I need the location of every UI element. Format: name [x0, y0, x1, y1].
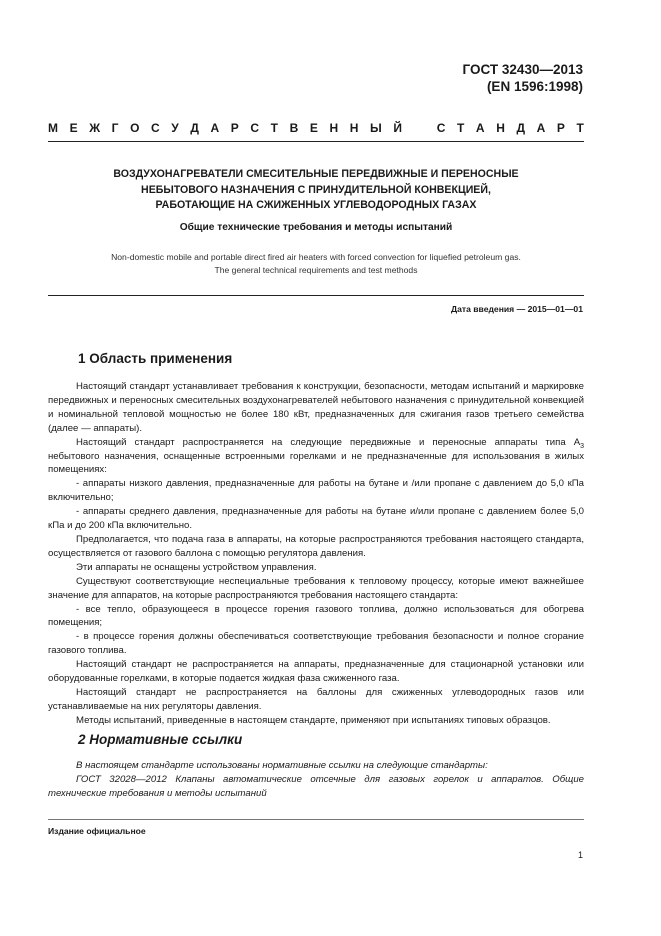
introduction-date: Дата введения — 2015—01—01 [450, 304, 583, 314]
banner-letter: Е [69, 121, 78, 135]
banner-letter: М [48, 121, 58, 135]
list-item: - в процессе горения должны обеспечиваться соответствующие требования безопасности и полное сгорание газового топлива. [48, 631, 584, 657]
banner-letter: Р [556, 121, 565, 135]
paragraph: Предполагается, что подача газа в аппараты, на которые распространяются требования настоящего стандарта, осуществляется от газового баллона с помощью регулятора давления. [48, 533, 584, 559]
paragraph: Эти аппараты не оснащены устройством управления. [76, 561, 317, 573]
page-number: 1 [577, 850, 583, 860]
banner-letter: Т [576, 121, 584, 135]
title-line-3: РАБОТАЮЩИЕ НА СЖИЖЕННЫХ УГЛЕВОДОРОДНЫХ ГАЗАХ [155, 199, 477, 211]
paragraph: Настоящий стандарт распространяется на следующие передвижные и переносные аппараты типа $А_3$ небытового назначения, оснащенные встроенными горелками и не предназначенные для использования в жилых помещениях: [48, 436, 584, 476]
banner-letter: А [536, 121, 546, 135]
banner-letter: Р [230, 121, 239, 135]
banner-letter: Т [456, 121, 465, 135]
banner-letter: С [436, 121, 446, 135]
document-designation [463, 61, 583, 95]
english-title-line-2: The general technical requirements and test methods [214, 264, 418, 275]
document-subtitle: Общие технические требования и методы испытаний [179, 222, 453, 233]
en-reference: (EN 1596:1998) [486, 79, 583, 94]
paragraph: Методы испытаний, приведенные в настоящем стандарте, применяют при испытаниях типовых образцов. [76, 714, 551, 726]
title-line-1: ВОЗДУХОНАГРЕВАТЕЛИ СМЕСИТЕЛЬНЫЕ ПЕРЕДВИЖНЫЕ И ПЕРЕНОСНЫЕ [113, 168, 519, 180]
banner-letter: У [171, 121, 179, 135]
banner-letter: Й [393, 121, 402, 135]
banner-letter: С [250, 121, 260, 135]
section-2-heading: 2 Нормативные ссылки [78, 732, 243, 747]
banner-letter: Ж [89, 121, 101, 135]
banner-letter: Н [329, 121, 339, 135]
banner-letter: О [130, 121, 140, 135]
paragraph: Настоящий стандарт устанавливает требования к конструкции, безопасности, методам испытаний и маркировке передвижных и переносных смесительных воздухонагревателей небытового назначения с принудительной конвекцией и номинальной тепловой мощностью не более 180 кВт, предназначенных для сжигания газов третьего семейства (далее — аппараты). [48, 381, 584, 434]
top-rule [48, 141, 584, 142]
section-1-body [48, 380, 584, 728]
list-item: - аппараты среднего давления, предназначенные для работы на бутане и/или пропане с давлением более 5,0 кПа и до 200 кПа включительно. [48, 506, 584, 532]
list-item: - все тепло, образующееся в процессе горения газового топлива, должно использоваться для обогрева помещения; [48, 603, 584, 629]
banner-letter: С [151, 121, 160, 135]
banner-letter: Н [349, 121, 359, 135]
banner-letter: А [475, 121, 485, 135]
banner-letter: Т [270, 121, 278, 135]
footer-rule [48, 819, 584, 820]
paragraph: Настоящий стандарт не распространяется на баллоны для сжиженных углеводородных газов или устанавливаемые на них регуляторы давления. [48, 686, 584, 712]
paragraph: В настоящем стандарте использованы нормативные ссылки на следующие стандарты: [76, 760, 488, 771]
official-edition-label: Издание официальное [48, 826, 146, 836]
banner-letter: А [210, 121, 220, 135]
standard-banner [48, 121, 584, 135]
paragraph: Настоящий стандарт не распространяется на аппараты, предназначенные для стационарной установки или оборудованные горелками, в которые подается жидкая фаза сжиженного газа. [48, 659, 584, 685]
english-title-line-1: Non-domestic mobile and portable direct fired air heaters with forced convection for liquefied petroleum gas. [111, 252, 521, 262]
list-item: - аппараты низкого давления, предназначенные для работы на бутане и /или пропане с давлением до 5,0 кПа включительно; [48, 478, 584, 504]
banner-letter: Г [111, 121, 119, 135]
banner-letter: Ы [369, 121, 382, 135]
banner-letter: Д [516, 121, 526, 135]
banner-letter: Д [190, 121, 199, 135]
banner-letter: Н [496, 121, 505, 135]
section-2-body [48, 759, 584, 801]
english-title [48, 251, 584, 276]
normative-reference: ГОСТ 32028—2012 Клапаны автоматические отсечные для газовых горелок и аппаратов. Общие технические требования и методы испытаний [48, 773, 584, 799]
gost-number: ГОСТ 32430—2013 [462, 62, 583, 77]
document-title [48, 167, 584, 214]
banner-letter: Е [309, 121, 318, 135]
section-1-heading: 1 Область применения [78, 351, 233, 366]
paragraph: Существуют соответствующие неспециальные требования к тепловому процессу, которые имеют важнейшее значение для аппаратов, на которые распространяются требования настоящего стандарта: [48, 575, 584, 601]
title-line-2: НЕБЫТОВОГО НАЗНАЧЕНИЯ С ПРИНУДИТЕЛЬНОЙ КОНВЕКЦИЕЙ, [141, 183, 491, 196]
title-rule [48, 295, 584, 296]
banner-letter: В [289, 121, 299, 135]
